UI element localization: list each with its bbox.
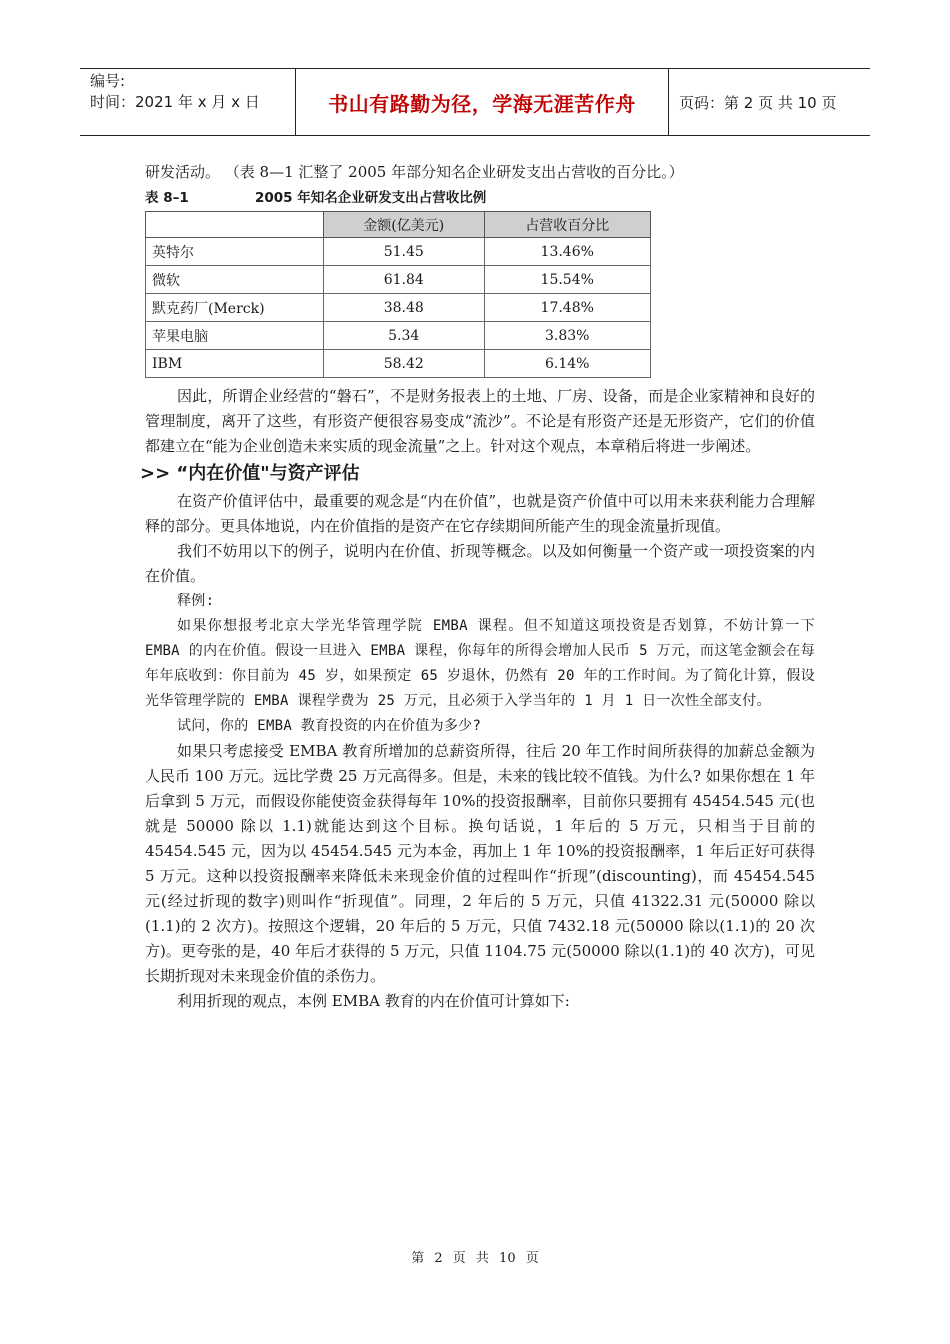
doc-id-label: 编号: xyxy=(90,72,126,90)
table-caption xyxy=(145,185,815,207)
paragraph-calculation-lead: 利用折现的观点，本例 EMBA 教育的内在价值可计算如下: xyxy=(177,992,570,1010)
rd-pct: 6.14% xyxy=(484,350,651,378)
company-name: 苹果电脑 xyxy=(146,322,324,350)
header-meta xyxy=(80,69,296,135)
table-title: 2005 年知名企业研发支出占营收比例 xyxy=(255,190,487,206)
paragraph-intrinsic-value: 在资产价值评估中，最重要的观念是“内在价值”，也就是资产价值中可以用未来获利能力合理解释的部分。更具体地说，内在价值指的是资产在它存续期间所能产生的现金流量折现值。 xyxy=(145,492,815,535)
rd-amount: 51.45 xyxy=(324,238,485,266)
rd-amount: 5.34 xyxy=(324,322,485,350)
company-name: 微软 xyxy=(146,266,324,294)
company-name: IBM xyxy=(146,350,324,378)
table-row xyxy=(146,294,651,322)
rd-amount: 38.48 xyxy=(324,294,485,322)
page-header xyxy=(80,68,870,136)
paragraph-bedrock: 因此，所谓企业经营的“磐石”，不是财务报表上的土地、厂房、设备，而是企业家精神和良好的管理制度，离开了这些，有形资产便很容易变成“流沙”。不论是有形资产还是无形资产，它们的价值都建立在“能为企业创造未来实质的现金流量”之上。针对这个观点，本章稍后将进一步阐述。 xyxy=(145,387,815,455)
table-row xyxy=(146,238,651,266)
table-row xyxy=(146,322,651,350)
company-name: 英特尔 xyxy=(146,238,324,266)
table-number: 表 8–1 xyxy=(145,190,189,206)
page-footer: 第 2 页 共 10 页 xyxy=(411,1251,539,1266)
example-text: 如果你想报考北京大学光华管理学院 EMBA 课程。但不知道这项投资是否划算，不妨计算一下 EMBA 的内在价值。假设一旦进入 EMBA 课程，你每年的所得会增加人民币 5 万元，而这笔金额会在每年年底收到：你目前为 45 岁，如果预定 65 岁退休，仍然有 20 年的工作时间。为了简化计算，假设光华管理学院的 EMBA 课程学费为 25 万元，且必须于入学当年的 1 月 1 日一次性全部支付。 xyxy=(145,618,815,709)
table-row xyxy=(146,350,651,378)
table-header-row xyxy=(146,212,651,238)
rd-amount: 61.84 xyxy=(324,266,485,294)
header-page-info: 页码：第 2 页 共 10 页 xyxy=(679,93,837,112)
paragraph-example-intro: 我们不妨用以下的例子，说明内在价值、折现等概念。以及如何衡量一个资产或一项投资案的内在价值。 xyxy=(145,542,815,585)
rd-pct: 17.48% xyxy=(484,294,651,322)
table-header-pct: 占营收百分比 xyxy=(484,212,651,238)
rd-amount: 58.42 xyxy=(324,350,485,378)
doc-date: 时间：2021 年 x 月 x 日 xyxy=(90,93,260,111)
section-heading: >> “内在价值"与资产评估 xyxy=(140,463,360,484)
paragraph-discounting: 如果只考虑接受 EMBA 教育所增加的总薪资所得，往后 20 年工作时间所获得的加薪总金额为人民币 100 万元。远比学费 25 万元高得多。但是，未来的钱比较不值钱。为什么? 如果你想在 1 年后拿到 5 万元，而假设你能使资金获得每年 10%的投资报酬率，目前你只要拥有 45454.545 元(也就是 50000 除以 1.1)就能达到这个目标。换句话说，1 年后的 5 万元，只相当于目前的 45454.545 元，因为以 45454.545 元为本金，再加上 1 年 10%的投资报酬率，1 年后正好可获得 5 万元。这种以投资报酬率来降低未来现金价值的过程叫作“折现”(discounting)，而 45454.545 元(经过折现的数字)则叫作“折现值”。同理，2 年后的 5 万元，只值 41322.31 元(50000 除以(1.1)的 2 次方)。按照这个逻辑，20 年后的 5 万元，只值 7432.18 元(50000 除以(1.1)的 20 次方)。更夸张的是，40 年后才获得的 5 万元，只值 1104.75 元(50000 除以(1.1)的 40 次方)，可见长期折现对未来现金价值的杀伤力。 xyxy=(145,742,815,985)
page-body xyxy=(140,160,815,1014)
table-header-blank xyxy=(146,212,324,238)
intro-line: 研发活动。 （表 8—1 汇整了 2005 年部分知名企业研发支出占营收的百分比。） xyxy=(145,163,684,181)
table-row xyxy=(146,266,651,294)
table-header-amount: 金额(亿美元) xyxy=(324,212,485,238)
example-question: 试问，你的 EMBA 教育投资的内在价值为多少? xyxy=(177,718,482,734)
rd-pct: 13.46% xyxy=(484,238,651,266)
rd-pct: 15.54% xyxy=(484,266,651,294)
rd-spending-table xyxy=(145,211,651,378)
example-label: 释例: xyxy=(177,593,215,609)
company-name: 默克药厂(Merck) xyxy=(146,294,324,322)
header-motto: 书山有路勤为径，学海无涯苦作舟 xyxy=(296,69,669,135)
rd-pct: 3.83% xyxy=(484,322,651,350)
